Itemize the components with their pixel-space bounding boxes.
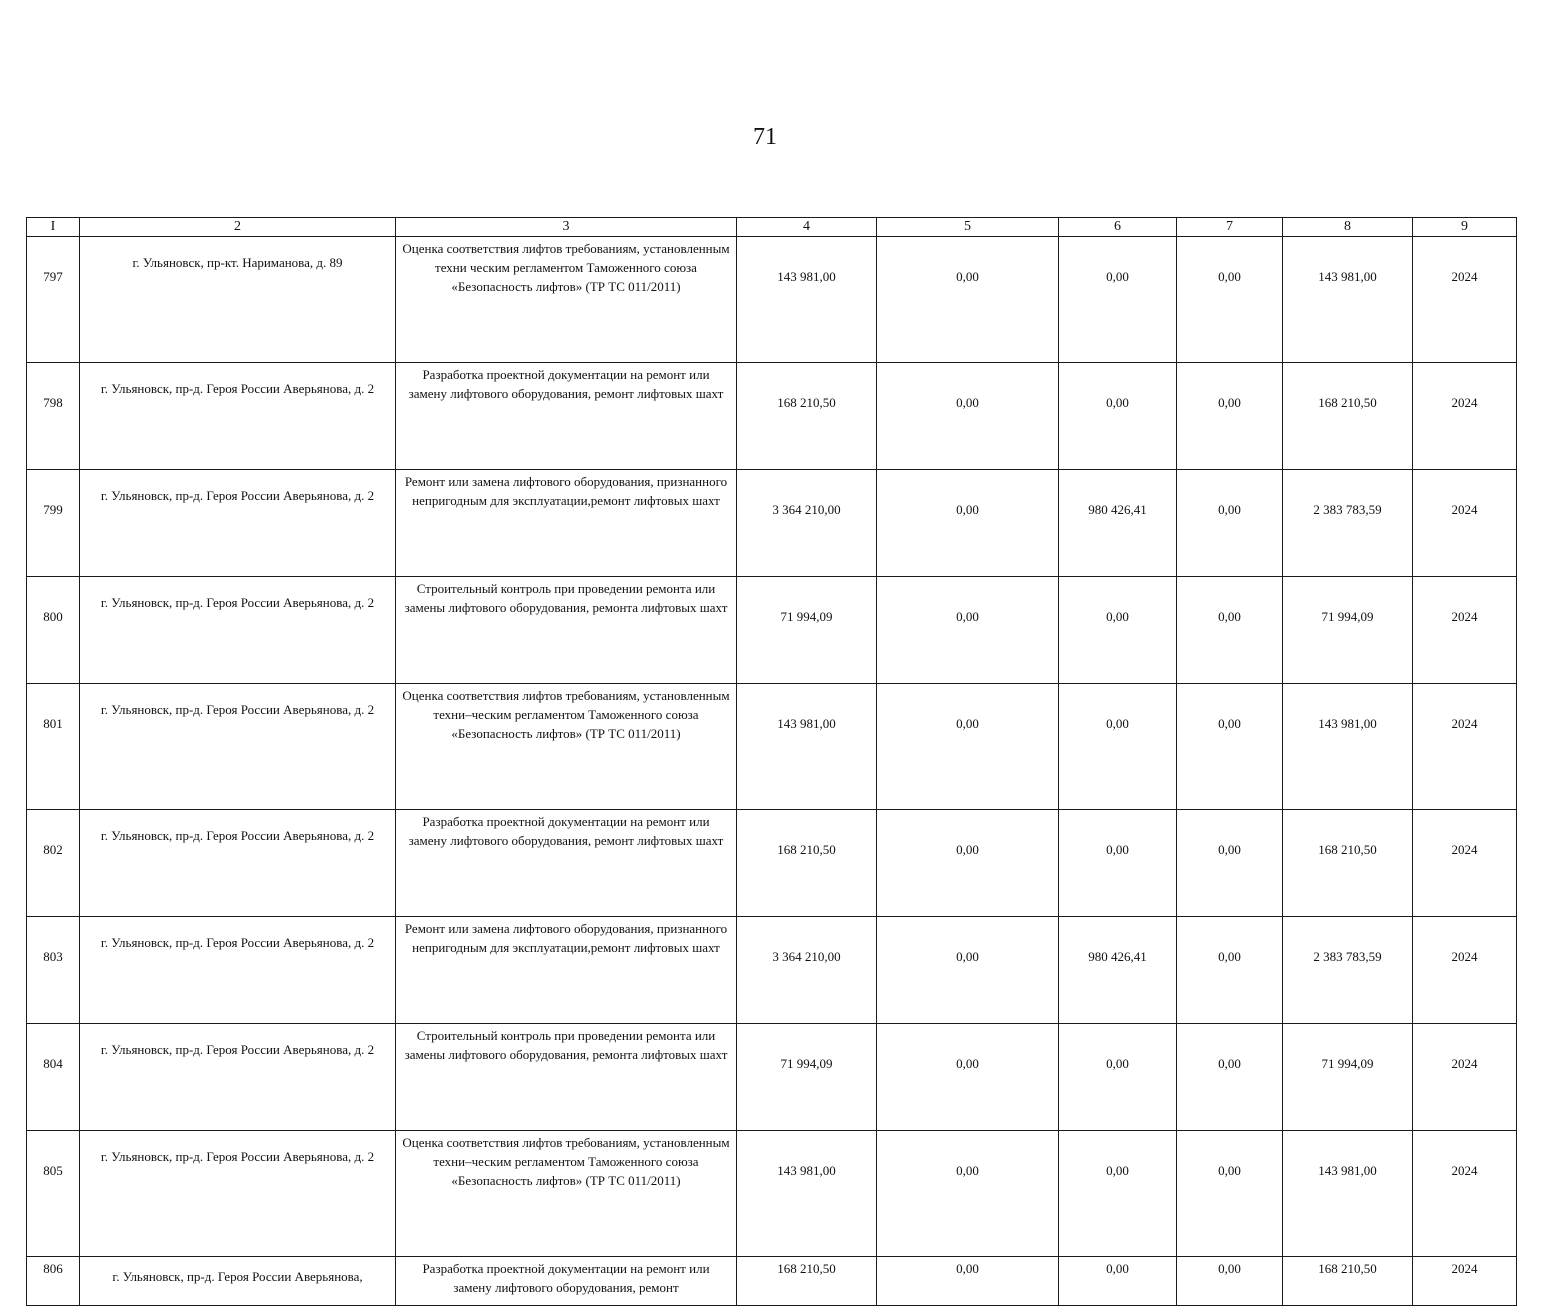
address-cell: г. Ульяновск, пр-д. Героя России Аверьянова, д. 2 (80, 917, 396, 1024)
value-cell: 71 994,09 (737, 577, 877, 684)
value-cell: 168 210,50 (1283, 363, 1413, 470)
work-description-cell: Оценка соответствия лифтов требованиям, установленным техни–ческим регламентом Таможенного союза «Безопасность лифтов» (ТР ТС 011/2011) (396, 684, 737, 810)
value-cell: 143 981,00 (737, 237, 877, 363)
table-row (27, 1257, 1517, 1306)
table-row (27, 1131, 1517, 1257)
table-row (27, 917, 1517, 1024)
work-description-cell: Ремонт или замена лифтового оборудования, признанного непригодным для эксплуатации,ремонт лифтовых шахт (396, 470, 737, 577)
value-cell: 0,00 (1059, 1131, 1177, 1257)
row-number: 804 (27, 1024, 80, 1131)
value-cell: 0,00 (877, 1131, 1059, 1257)
value-cell: 0,00 (877, 470, 1059, 577)
address-cell: г. Ульяновск, пр-д. Героя России Аверьянова, д. 2 (80, 470, 396, 577)
value-cell: 0,00 (1177, 917, 1283, 1024)
year-cell: 2024 (1413, 470, 1517, 577)
year-cell: 2024 (1413, 1024, 1517, 1131)
year-cell: 2024 (1413, 1257, 1517, 1306)
value-cell: 0,00 (1177, 237, 1283, 363)
value-cell: 0,00 (877, 1024, 1059, 1131)
value-cell: 143 981,00 (1283, 684, 1413, 810)
row-number: 800 (27, 577, 80, 684)
row-number: 806 (27, 1257, 80, 1306)
value-cell: 3 364 210,00 (737, 470, 877, 577)
value-cell: 71 994,09 (1283, 577, 1413, 684)
value-cell: 0,00 (1177, 1024, 1283, 1131)
value-cell: 0,00 (1177, 1131, 1283, 1257)
value-cell: 0,00 (1059, 1257, 1177, 1306)
value-cell: 0,00 (877, 810, 1059, 917)
year-cell: 2024 (1413, 577, 1517, 684)
address-cell: г. Ульяновск, пр-д. Героя России Аверьянова, д. 2 (80, 1024, 396, 1131)
value-cell: 0,00 (1059, 363, 1177, 470)
year-cell: 2024 (1413, 684, 1517, 810)
address-cell: г. Ульяновск, пр-д. Героя России Аверьянова, д. 2 (80, 810, 396, 917)
column-header: 9 (1413, 218, 1517, 237)
table-row (27, 1024, 1517, 1131)
row-number: 798 (27, 363, 80, 470)
value-cell: 0,00 (877, 237, 1059, 363)
row-number: 802 (27, 810, 80, 917)
value-cell: 0,00 (877, 363, 1059, 470)
works-table (26, 217, 1517, 1306)
value-cell: 0,00 (1177, 1257, 1283, 1306)
column-header: 2 (80, 218, 396, 237)
value-cell: 2 383 783,59 (1283, 917, 1413, 1024)
value-cell: 168 210,50 (737, 1257, 877, 1306)
value-cell: 71 994,09 (1283, 1024, 1413, 1131)
address-cell: г. Ульяновск, пр-д. Героя России Аверьянова, д. 2 (80, 1131, 396, 1257)
address-cell: г. Ульяновск, пр-д. Героя России Аверьянова, (80, 1257, 396, 1306)
work-description-cell: Разработка проектной документации на ремонт или замену лифтового оборудования, ремонт (396, 1257, 737, 1306)
row-number: 803 (27, 917, 80, 1024)
value-cell: 2 383 783,59 (1283, 470, 1413, 577)
work-description-cell: Строительный контроль при проведении ремонта или замены лифтового оборудования, ремонта лифтовых шахт (396, 577, 737, 684)
header-row (27, 218, 1517, 237)
address-cell: г. Ульяновск, пр-д. Героя России Аверьянова, д. 2 (80, 363, 396, 470)
table-row (27, 577, 1517, 684)
column-header: I (27, 218, 80, 237)
value-cell: 0,00 (1177, 577, 1283, 684)
table-row (27, 237, 1517, 363)
work-description-cell: Разработка проектной документации на ремонт или замену лифтового оборудования, ремонт лифтовых шахт (396, 810, 737, 917)
value-cell: 0,00 (877, 684, 1059, 810)
value-cell: 0,00 (1177, 363, 1283, 470)
value-cell: 143 981,00 (737, 684, 877, 810)
page-number: 71 (753, 124, 777, 150)
address-cell: г. Ульяновск, пр-д. Героя России Аверьянова, д. 2 (80, 577, 396, 684)
work-description-cell: Оценка соответствия лифтов требованиям, установленным техни ческим регламентом Таможенного союза «Безопасность лифтов» (ТР ТС 011/2011) (396, 237, 737, 363)
value-cell: 0,00 (1059, 237, 1177, 363)
table-row (27, 470, 1517, 577)
row-number: 797 (27, 237, 80, 363)
table-row (27, 810, 1517, 917)
value-cell: 0,00 (1177, 684, 1283, 810)
year-cell: 2024 (1413, 363, 1517, 470)
column-header: 3 (396, 218, 737, 237)
column-header: 7 (1177, 218, 1283, 237)
row-number: 801 (27, 684, 80, 810)
value-cell: 143 981,00 (737, 1131, 877, 1257)
year-cell: 2024 (1413, 917, 1517, 1024)
row-number: 805 (27, 1131, 80, 1257)
value-cell: 0,00 (1177, 810, 1283, 917)
value-cell: 0,00 (877, 917, 1059, 1024)
value-cell: 980 426,41 (1059, 917, 1177, 1024)
value-cell: 168 210,50 (1283, 1257, 1413, 1306)
work-description-cell: Строительный контроль при проведении ремонта или замены лифтового оборудования, ремонта лифтовых шахт (396, 1024, 737, 1131)
value-cell: 168 210,50 (737, 810, 877, 917)
row-number: 799 (27, 470, 80, 577)
work-description-cell: Разработка проектной документации на ремонт или замену лифтового оборудования, ремонт лифтовых шахт (396, 363, 737, 470)
value-cell: 168 210,50 (737, 363, 877, 470)
value-cell: 0,00 (1059, 577, 1177, 684)
year-cell: 2024 (1413, 1131, 1517, 1257)
value-cell: 143 981,00 (1283, 1131, 1413, 1257)
value-cell: 3 364 210,00 (737, 917, 877, 1024)
value-cell: 168 210,50 (1283, 810, 1413, 917)
year-cell: 2024 (1413, 810, 1517, 917)
value-cell: 0,00 (877, 1257, 1059, 1306)
column-header: 4 (737, 218, 877, 237)
value-cell: 143 981,00 (1283, 237, 1413, 363)
address-cell: г. Ульяновск, пр-кт. Нариманова, д. 89 (80, 237, 396, 363)
value-cell: 0,00 (1059, 684, 1177, 810)
value-cell: 0,00 (877, 577, 1059, 684)
value-cell: 980 426,41 (1059, 470, 1177, 577)
table-row (27, 363, 1517, 470)
value-cell: 0,00 (1177, 470, 1283, 577)
table-row (27, 684, 1517, 810)
value-cell: 71 994,09 (737, 1024, 877, 1131)
work-description-cell: Ремонт или замена лифтового оборудования, признанного непригодным для эксплуатации,ремонт лифтовых шахт (396, 917, 737, 1024)
column-header: 5 (877, 218, 1059, 237)
column-header: 8 (1283, 218, 1413, 237)
value-cell: 0,00 (1059, 1024, 1177, 1131)
year-cell: 2024 (1413, 237, 1517, 363)
work-description-cell: Оценка соответствия лифтов требованиям, установленным техни–ческим регламентом Таможенного союза «Безопасность лифтов» (ТР ТС 011/2011) (396, 1131, 737, 1257)
address-cell: г. Ульяновск, пр-д. Героя России Аверьянова, д. 2 (80, 684, 396, 810)
value-cell: 0,00 (1059, 810, 1177, 917)
column-header: 6 (1059, 218, 1177, 237)
